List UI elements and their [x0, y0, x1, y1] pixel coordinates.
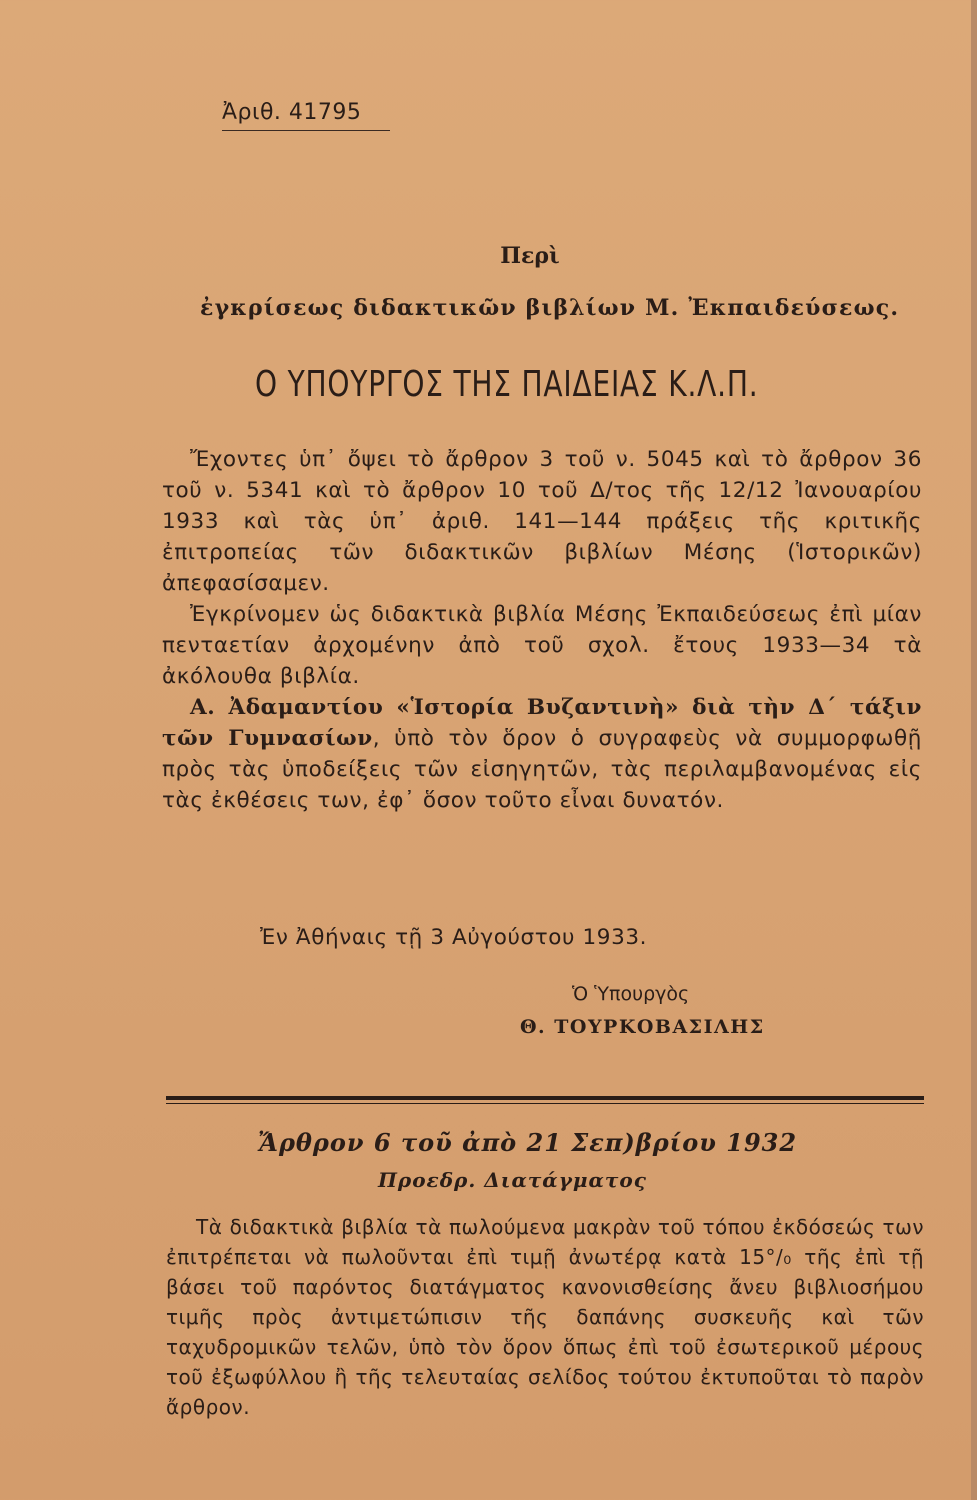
divider-thin [166, 1103, 924, 1104]
paragraph-book-item [162, 692, 922, 816]
article-subtitle: Προεδρ. Διατάγματος [378, 1168, 647, 1192]
signer-name: Θ. ΤΟΥΡΚΟΒΑΣΙΛΗΣ [520, 1016, 765, 1038]
subject-line-2: ἐγκρίσεως διδακτικῶν βιβλίων Μ. Ἐκπαιδεύσεως. [200, 295, 900, 321]
ministry-heading: Ο ΥΠΟΥΡΓΟΣ ΤΗΣ ΠΑΙΔΕΙΑΣ Κ.Λ.Π. [255, 364, 759, 405]
reference-number: Ἀριθ. 41795 [222, 100, 362, 125]
article-title: Ἄρθρον 6 τοῦ ἀπὸ 21 Σεπ)βρίου 1932 [258, 1128, 798, 1157]
article-paragraph: Τὰ διδακτικὰ βιβλία τὰ πωλούμενα μακρὰν τοῦ τόπου ἐκδόσεώς των ἐπιτρέπεται νὰ πωλοῦνται ἐπὶ τιμῇ ἀνωτέρᾳ κατὰ 15°/₀ τῆς ἐπὶ τῇ βάσει τοῦ παρόντος διατάγματος κανονισθείσης ἄνευ βιβλιοσήμου τιμῆς πρὸς ἀντιμετώπισιν τῆς δαπάνης συσκευῆς καὶ τῶν ταχυδρομικῶν τελῶν, ὑπὸ τὸν ὅρον ὅπως ἐπὶ τοῦ ἐσωτερικοῦ μέρους τοῦ ἐξωφύλλου ἢ τῆς τελευταίας σελίδος τούτου ἐκτυποῦται τὸ παρὸν ἄρθρον. [166, 1215, 924, 1419]
page-edge [971, 0, 977, 1500]
reference-underline [222, 130, 390, 131]
paragraph-approval: Ἐγκρίνομεν ὡς διδακτικὰ βιβλία Μέσης Ἐκπαιδεύσεως ἐπὶ μίαν πενταετίαν ἀρχομένην ἀπὸ τοῦ σχολ. ἔτους 1933—34 τὰ ἀκόλουθα βιβλία. [162, 602, 922, 689]
article-body [166, 1212, 924, 1422]
decision-body [162, 444, 922, 816]
paragraph-considerations: Ἔχοντες ὑπ᾽ ὄψει τὸ ἄρθρον 3 τοῦ ν. 5045 καὶ τὸ ἄρθρον 36 τοῦ ν. 5341 καὶ τὸ ἄρθρον 10 τοῦ Δ/τος τῆς 12/12 Ἰανουαρίου 1933 καὶ τὰς ὑπ᾽ ἀριθ. 141—144 πράξεις τῆς κριτικῆς ἐπιτροπείας τῶν διδακτικῶν βιβλίων Μέσης (Ἱστορικῶν) ἀπεφασίσαμεν. [162, 447, 922, 596]
book-item-conditions: , ὑπὸ τὸν ὅρον ὁ συγραφεὺς νὰ συμμορφωθῇ πρὸς τὰς ὑποδείξεις τῶν εἰσηγητῶν, τὰς περιλαμβανομένας εἰς τὰς ἐκθέσεις των, ἐφ᾽ ὅσον τοῦτο εἶναι δυνατόν. [162, 726, 922, 813]
divider-thick [166, 1096, 924, 1100]
book-item-title: Α. Ἀδαμαντίου «Ἱστορία Βυζαντινὴ» διὰ τὴν Δ΄ τάξιν τῶν Γυμνασίων [162, 695, 922, 751]
subject-line-1: Περὶ [500, 243, 560, 269]
date-line: Ἐν Ἀθήναις τῇ 3 Αὐγούστου 1933. [260, 925, 648, 950]
signer-role: Ὁ Ὑπουργὸς [572, 983, 690, 1005]
